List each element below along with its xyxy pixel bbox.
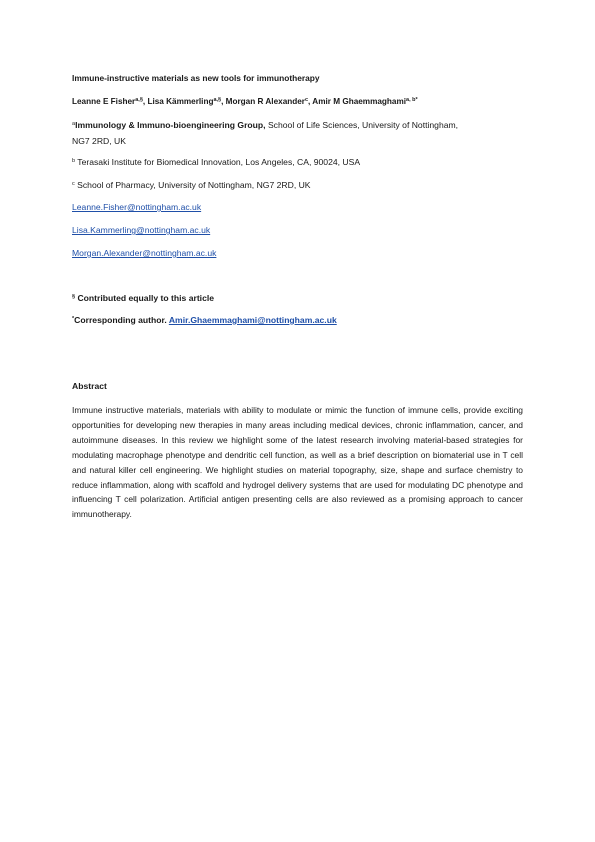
corresponding-author-note [72, 315, 337, 326]
email-link[interactable]: Morgan.Alexander@nottingham.ac.uk [72, 248, 217, 258]
affiliation-text: School of Life Sciences, University of Nottingham, [265, 120, 459, 130]
corresponding-marker: * [72, 316, 75, 322]
email-link[interactable]: Leanne.Fisher@nottingham.ac.uk [72, 202, 202, 212]
author-name: Lisa Kämmerling [147, 97, 214, 106]
author-name: Amir M Ghaemmaghami [312, 97, 407, 106]
author-affiliation-marker: a,§ [135, 97, 143, 103]
author-name: Leanne E Fisher [72, 97, 136, 106]
abstract-body: Immune instructive materials, materials with ability to modulate or mimic the function of immune cells, provide exciting opportunities for developing new therapies in many areas including medical devices, chronic inflammation, cancer, and autoimmune diseases. In this review we highlight some of the latest research involving material-based strategies for modulating macrophage phenotype and dendritic cell function, as well as a brief description on biomaterial use in T cell and natural killer cell engineering. We highlight studies on material topography, size, shape and surface chemistry to reduce inflammation, along with scaffold and hydrogel delivery systems that are used for modulating DC phenotype and influencing T cell polarization. Artificial antigen presenting cells are also reviewed as a promising approach to cancer immunotherapy. [72, 405, 523, 520]
email-kammerling [72, 225, 210, 236]
affiliation-marker: a [72, 121, 76, 127]
author-list: Leanne E Fisher$^{a,\S}$, Lisa Kämmerling$^{a,\S}$, Morgan R Alexander$^c$, Amir M Ghaemmaghami$^{a, b*}$ [72, 97, 418, 106]
paper-title: Immune-instructive materials as new tools for immunotherapy [72, 73, 320, 83]
affiliation-text: School of Pharmacy, University of Nottingham, NG7 2RD, UK [74, 180, 311, 190]
author-name: Morgan R Alexander [225, 97, 305, 106]
email-link[interactable]: Lisa.Kammerling@nottingham.ac.uk [72, 225, 211, 235]
affiliation-a-continued: NG7 2RD, UK [72, 136, 126, 146]
affiliation-marker: c [72, 181, 75, 187]
affiliation-c [72, 180, 311, 191]
author-affiliation-marker: a, b* [406, 97, 418, 103]
email-fisher [72, 202, 201, 213]
equal-contribution-marker: § [72, 294, 76, 300]
equal-contribution-note [72, 293, 214, 304]
author-affiliation-marker: c [304, 97, 309, 103]
affiliation-a [72, 120, 458, 131]
affiliation-text: Terasaki Institute for Biomedical Innovation, Los Angeles, CA, 90024, USA [75, 157, 361, 167]
affiliation-marker: b [72, 158, 76, 164]
corresponding-label: Corresponding author. [74, 315, 169, 325]
corresponding-email-link[interactable]: Amir.Ghaemmaghami@nottingham.ac.uk [168, 315, 337, 325]
affiliation-b [72, 157, 360, 168]
abstract-heading: Abstract [72, 381, 107, 391]
affiliation-group: Immunology & Immuno-bioengineering Group, [75, 120, 266, 130]
author-affiliation-marker: a,§ [213, 97, 222, 103]
equal-contribution-text: Contributed equally to this article [75, 293, 215, 303]
email-alexander [72, 248, 216, 259]
